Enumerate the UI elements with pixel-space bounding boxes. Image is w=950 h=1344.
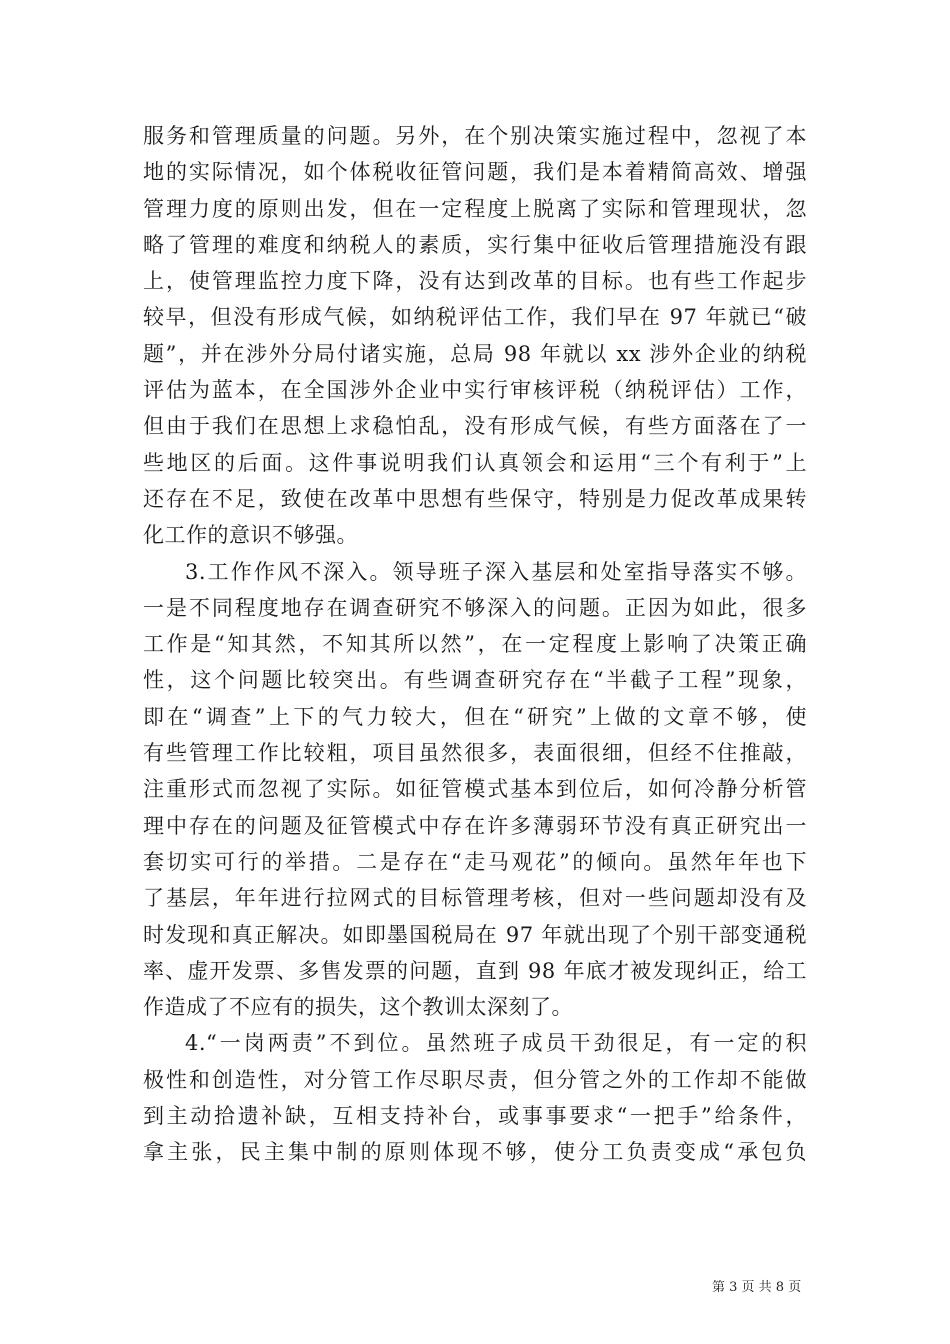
- text-line: 作造成了不应有的损失，这个教训太深刻了。: [143, 995, 573, 1020]
- text-line: 极性和创造性，对分管工作尽职尽责，但分管之外的工作却不能做: [143, 1067, 807, 1092]
- text-line: 率、虚开发票、多售发票的问题，直到 98 年底才被发现纠正，给工: [143, 958, 807, 983]
- text-line: 还存在不足，致使在改革中思想有些保守，特别是力促改革成果转: [143, 486, 807, 511]
- text-line: 服务和管理质量的问题。另外，在个别决策实施过程中，忽视了本: [143, 124, 807, 148]
- text-line: 工作是“知其然，不知其所以然”，在一定程度上影响了决策正确: [143, 632, 807, 657]
- text-line: 较早，但没有形成气候，如纳税评估工作，我们早在 97 年就已“破: [143, 305, 807, 330]
- text-line: 题”，并在涉外分局付诸实施，总局 98 年就以 xx 涉外企业的纳税: [143, 341, 807, 366]
- text-line: 化工作的意识不够强。: [143, 523, 358, 548]
- text-line: 性，这个问题比较突出。有些调查研究存在“半截子工程”现象，: [143, 668, 807, 693]
- page-number-footer: [712, 1280, 832, 1296]
- text-line: 一是不同程度地存在调查研究不够深入的问题。正因为如此，很多: [143, 595, 807, 620]
- text-line: 注重形式而忽视了实际。如征管模式基本到位后，如何冷静分析管: [143, 777, 807, 802]
- text-line: 了基层，年年进行拉网式的目标管理考核，但对一些问题却没有及: [143, 886, 807, 911]
- text-line: 上，使管理监控力度下降，没有达到改革的目标。也有些工作起步: [143, 269, 807, 294]
- text-line: 即在“调查”上下的气力较大，但在“研究”上做的文章不够，使: [143, 704, 807, 729]
- text-line: 但由于我们在思想上求稳怕乱，没有形成气候，有些方面落在了一: [143, 414, 807, 439]
- text-line: 到主动拾遗补缺，互相支持补台，或事事要求“一把手”给条件，: [143, 1104, 807, 1129]
- text-line: 些地区的后面。这件事说明我们认真领会和运用“三个有利于”上: [143, 450, 807, 475]
- text-line: 理中存在的问题及征管模式中存在许多薄弱环节没有真正研究出一: [143, 813, 807, 838]
- text-line: 拿主张，民主集中制的原则体现不够，使分工负责变成“承包负: [143, 1140, 807, 1165]
- text-line: 略了管理的难度和纳税人的素质，实行集中征收后管理措施没有跟: [143, 232, 807, 257]
- text-line: 套切实可行的举措。二是存在“走马观花”的倾向。虽然年年也下: [143, 849, 807, 874]
- page-number-text: 第 3 页 共 8 页: [712, 1280, 802, 1295]
- text-line: 时发现和真正解决。如即墨国税局在 97 年就出现了个别干部变通税: [143, 922, 807, 947]
- document-body: [143, 118, 807, 1171]
- text-line: 4.“一岗两责”不到位。虽然班子成员干劲很足，有一定的积: [185, 1031, 807, 1056]
- text-line: 3.工作作风不深入。领导班子深入基层和处室指导落实不够。: [185, 559, 807, 584]
- text-line: 评估为蓝本，在全国涉外企业中实行审核评税（纳税评估）工作，: [143, 378, 807, 403]
- text-line: 地的实际情况，如个体税收征管问题，我们是本着精简高效、增强: [143, 160, 807, 185]
- text-line: 管理力度的原则出发，但在一定程度上脱离了实际和管理现状，忽: [143, 196, 807, 221]
- text-line: 有些管理工作比较粗，项目虽然很多，表面很细，但经不住推敲，: [143, 741, 807, 766]
